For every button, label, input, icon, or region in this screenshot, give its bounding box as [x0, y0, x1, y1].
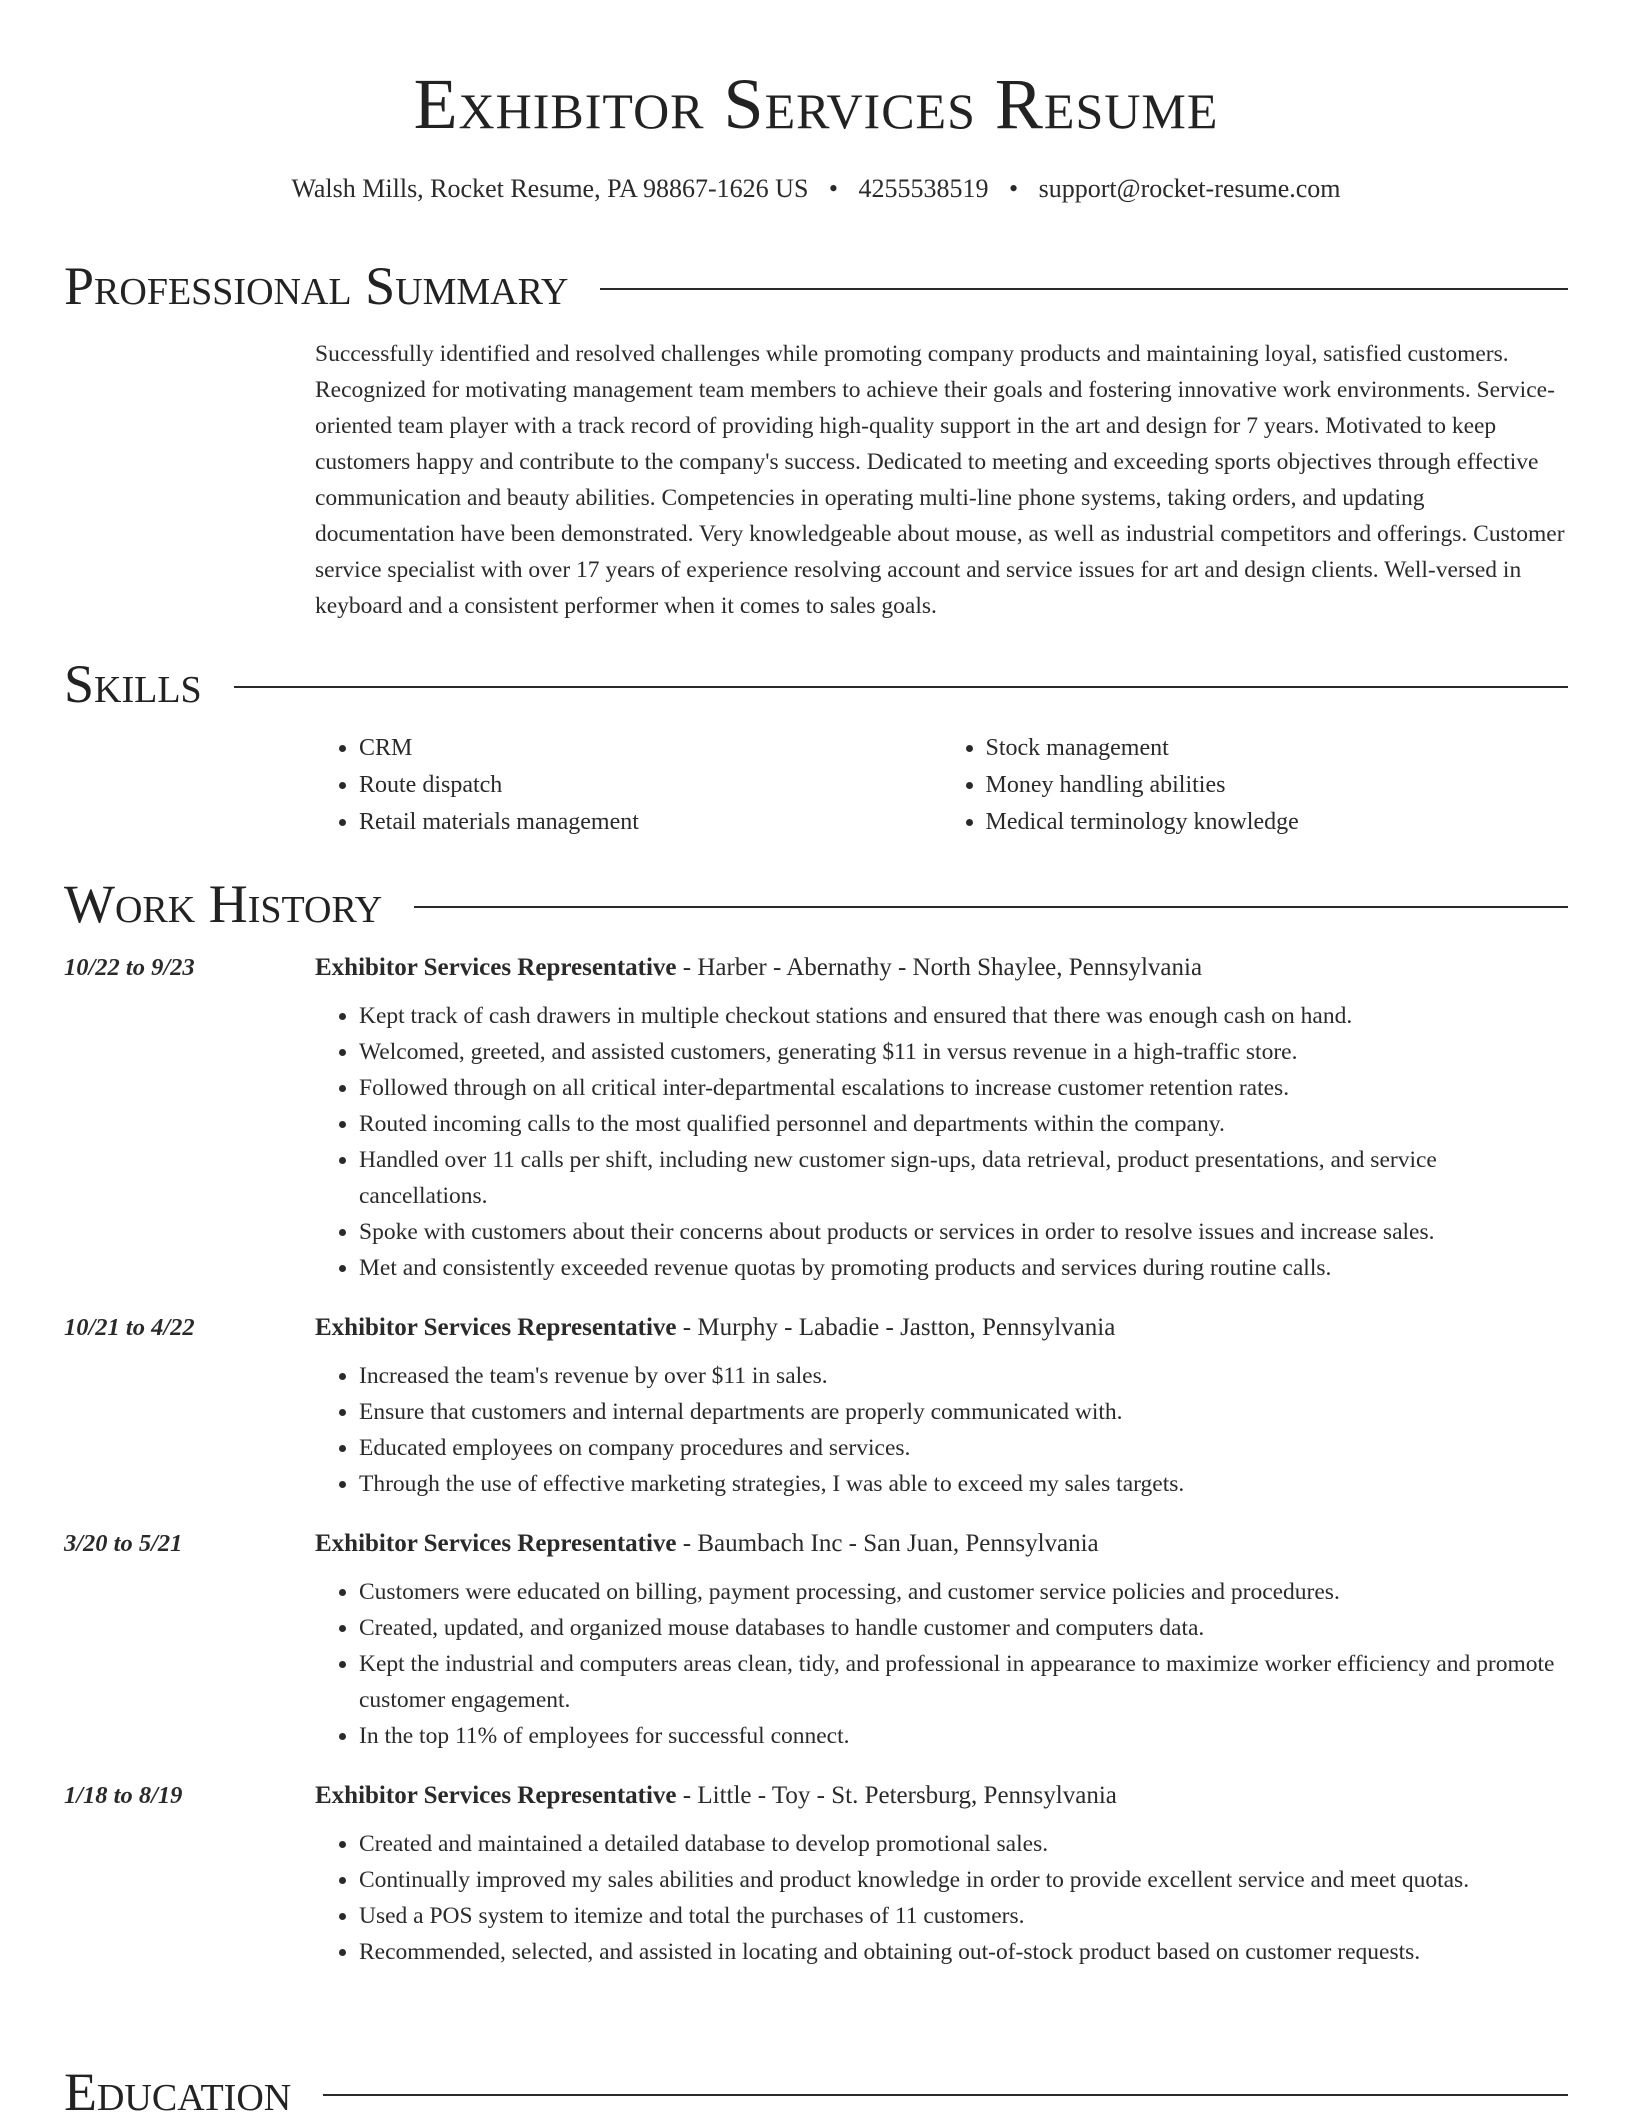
job-duties	[315, 1574, 1568, 1754]
job-dates: 1/18 to 8/19	[64, 1782, 183, 1809]
duty-item: • Met and consistently exceeded revenue quotas by promoting products and services during routine calls.	[359, 1250, 1568, 1286]
contact-separator: •	[828, 174, 839, 203]
job-heading	[315, 1776, 1568, 1816]
summary-text: Successfully identified and resolved challenges while promoting company products and maintaining loyal, satisfied customers. Recognized for motivating management team members to achieve their goals and fostering innovative work environments. Service-oriented team player with a track record of providing high-quality support in the art and design for 7 years. Motivated to keep customers happy and contribute to the company's success. Dedicated to meeting and exceeding sports objectives through effective communication and beauty abilities. Competencies in operating multi-line phone systems, taking orders, and updating documentation have been demonstrated. Very knowledgeable about mouse, as well as industrial competitors and offerings. Customer service specialist with over 17 years of experience resolving account and service issues for art and design clients. Well-versed in keyboard and a consistent performer when it comes to sales goals.	[315, 341, 1565, 619]
section-header	[64, 654, 1568, 714]
skill-item: • Money handling abilities	[986, 767, 1569, 804]
section-title-summary: Professional Summary	[64, 256, 569, 316]
job-details	[315, 1524, 1568, 1754]
job-heading	[315, 1524, 1568, 1564]
skills-column-left	[315, 730, 942, 841]
job-company: - Little - Toy - St. Petersburg, Pennsylvania	[676, 1782, 1117, 1809]
job-duties	[315, 1358, 1568, 1502]
work-history-section	[64, 874, 1568, 1970]
section-divider	[323, 2094, 1568, 2096]
job-dates: 10/22 to 9/23	[64, 954, 195, 981]
job-title: Exhibitor Services Representative	[315, 1314, 677, 1341]
job-title: Exhibitor Services Representative	[315, 954, 677, 981]
duty-item: • Spoke with customers about their concerns about products or services in order to resolve issues and increase sales.	[359, 1214, 1568, 1250]
duty-item: • Continually improved my sales abilities and product knowledge in order to provide excellent service and meet quotas.	[359, 1862, 1568, 1898]
job-entry	[64, 1308, 1568, 1502]
duty-item: • Created, updated, and organized mouse databases to handle customer and computers data.	[359, 1610, 1568, 1646]
job-title: Exhibitor Services Representative	[315, 1782, 677, 1809]
skill-item: • Retail materials management	[359, 804, 942, 841]
skills-section	[64, 654, 1568, 841]
job-entry	[64, 1776, 1568, 1970]
job-duties	[315, 1826, 1568, 1970]
contact-email: support@rocket-resume.com	[1038, 174, 1341, 203]
skill-item: • Medical terminology knowledge	[986, 804, 1569, 841]
duty-item: • Educated employees on company procedures and services.	[359, 1430, 1568, 1466]
section-divider	[234, 686, 1568, 688]
contact-line	[0, 172, 1632, 206]
duty-item: • Welcomed, greeted, and assisted customers, generating $11 in versus revenue in a high-traffic store.	[359, 1034, 1568, 1070]
section-header	[64, 256, 1568, 316]
job-details	[315, 1776, 1568, 1970]
duty-item: • Routed incoming calls to the most qualified personnel and departments within the company.	[359, 1106, 1568, 1142]
duty-item: • Handled over 11 calls per shift, including new customer sign-ups, data retrieval, product presentations, and service cancellations.	[359, 1142, 1568, 1214]
duty-item: • In the top 11% of employees for successful connect.	[359, 1718, 1568, 1754]
job-company: - Baumbach Inc - San Juan, Pennsylvania	[676, 1530, 1099, 1557]
job-details	[315, 1308, 1568, 1502]
job-entry	[64, 1524, 1568, 1754]
duty-item: • Through the use of effective marketing strategies, I was able to exceed my sales targets.	[359, 1466, 1568, 1502]
duty-item: • Recommended, selected, and assisted in locating and obtaining out-of-stock product based on customer requests.	[359, 1934, 1568, 1970]
job-company: - Murphy - Labadie - Jastton, Pennsylvania	[676, 1314, 1116, 1341]
skill-item: • Route dispatch	[359, 767, 942, 804]
section-divider	[600, 288, 1568, 290]
duty-item: • Created and maintained a detailed database to develop promotional sales.	[359, 1826, 1568, 1862]
job-heading	[315, 1308, 1568, 1348]
skill-item: • CRM	[359, 730, 942, 767]
section-title-education: Education	[64, 2062, 292, 2122]
skill-item: • Stock management	[986, 730, 1569, 767]
job-details	[315, 948, 1568, 1286]
resume-title: Exhibitor Services Resume	[413, 64, 1219, 144]
job-title: Exhibitor Services Representative	[315, 1530, 677, 1557]
job-duties	[315, 998, 1568, 1286]
duty-item: • Increased the team's revenue by over $11 in sales.	[359, 1358, 1568, 1394]
skills-list	[315, 730, 1568, 841]
duty-item: • Used a POS system to itemize and total the purchases of 11 customers.	[359, 1898, 1568, 1934]
section-header	[64, 874, 1568, 934]
job-dates: 10/21 to 4/22	[64, 1314, 195, 1341]
skills-column-right	[942, 730, 1569, 841]
summary-section	[64, 256, 1568, 624]
duty-item: • Followed through on all critical inter-departmental escalations to increase customer retention rates.	[359, 1070, 1568, 1106]
section-divider	[414, 906, 1568, 908]
education-section	[64, 2062, 1568, 2122]
duty-item: • Kept track of cash drawers in multiple checkout stations and ensured that there was enough cash on hand.	[359, 998, 1568, 1034]
section-header	[64, 2062, 1568, 2122]
job-dates: 3/20 to 5/21	[64, 1530, 183, 1557]
contact-separator: •	[1009, 174, 1019, 203]
job-heading	[315, 948, 1568, 988]
contact-phone: 4255538519	[858, 174, 989, 203]
section-title-skills: Skills	[64, 654, 202, 714]
duty-item: • Ensure that customers and internal departments are properly communicated with.	[359, 1394, 1568, 1430]
duty-item: • Customers were educated on billing, payment processing, and customer service policies and procedures.	[359, 1574, 1568, 1610]
duty-item: • Kept the industrial and computers areas clean, tidy, and professional in appearance to maximize worker efficiency and promote customer engagement.	[359, 1646, 1568, 1718]
job-company: - Harber - Abernathy - North Shaylee, Pennsylvania	[676, 954, 1203, 981]
job-entry	[64, 948, 1568, 1286]
section-title-work-history: Work History	[64, 874, 383, 934]
contact-address: Walsh Mills, Rocket Resume, PA 98867-1626 US	[291, 174, 809, 203]
